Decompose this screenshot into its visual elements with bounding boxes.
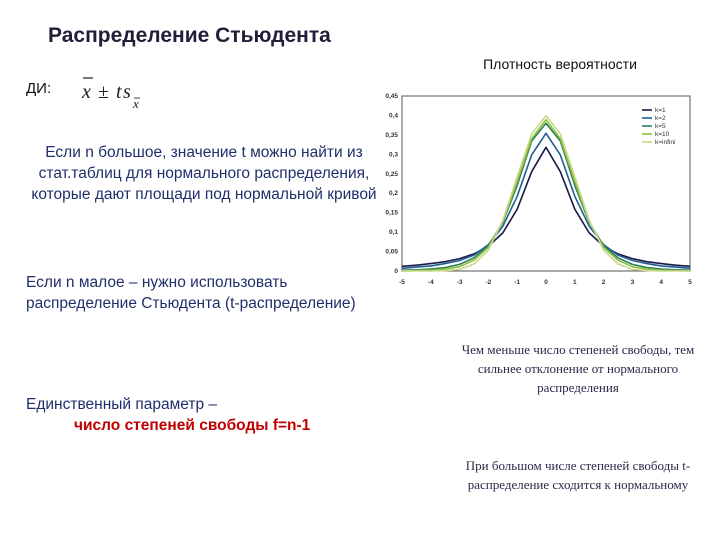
legend-label: k=1 xyxy=(655,107,666,115)
chart-title: Плотность вероятности xyxy=(483,56,637,72)
legend-label: k=10 xyxy=(655,131,670,139)
x-tick-label: 0 xyxy=(544,279,548,286)
x-tick-label: -2 xyxy=(485,279,492,286)
confidence-interval-formula xyxy=(80,72,170,112)
x-tick-label: -5 xyxy=(399,279,405,286)
paragraph-small-n: Если n малое – нужно использовать распределение Стьюдента (t-распределение) xyxy=(26,274,356,312)
parameter-text: Единственный параметр – xyxy=(26,396,218,413)
formula-s: s xyxy=(123,81,131,103)
legend-label: k=infini xyxy=(655,139,676,147)
paragraph-large-n: Если n большое, значение t можно найти из стат.таблиц для нормального распределения, которые дают площади под нормальной кривой xyxy=(31,144,377,203)
slide-title: Распределение Стьюдента xyxy=(48,24,331,47)
legend-label: k=5 xyxy=(655,123,666,131)
y-tick-label: 0,4 xyxy=(388,112,398,120)
y-tick-label: 0,35 xyxy=(385,131,398,139)
series-line-k=2 xyxy=(402,133,690,268)
y-tick-label: 0,25 xyxy=(385,170,398,178)
x-tick-label: 3 xyxy=(630,279,635,286)
ci-label: ДИ: xyxy=(26,80,52,97)
note-deviation: Чем меньше число степеней свободы, тем сильнее отклонение от нормального распределения xyxy=(461,342,695,395)
degrees-of-freedom-text: число степеней свободы f=n-1 xyxy=(74,417,311,434)
formula-sub: x xyxy=(133,96,139,111)
x-tick-label: 2 xyxy=(601,279,606,286)
series-line-k=infini xyxy=(402,116,690,271)
formula-t: t xyxy=(116,81,122,103)
y-tick-label: 0,1 xyxy=(388,229,398,237)
series-line-k=5 xyxy=(402,123,690,270)
x-tick-label: 5 xyxy=(688,279,692,286)
note-convergence: При большом числе степеней свободы t-распределение сходится к нормальному xyxy=(465,458,691,492)
y-tick-label: 0,45 xyxy=(385,93,398,100)
x-tick-label: -1 xyxy=(514,279,521,286)
y-tick-label: 0 xyxy=(394,268,398,275)
formula-pm: ± xyxy=(98,81,109,103)
y-tick-label: 0,05 xyxy=(385,248,398,256)
y-tick-label: 0,2 xyxy=(388,190,398,198)
y-tick-label: 0,15 xyxy=(385,209,398,217)
x-tick-label: 4 xyxy=(659,279,664,286)
formula-mean: x xyxy=(82,81,91,103)
legend-label: k=2 xyxy=(655,115,666,123)
paragraph-parameter xyxy=(26,394,356,436)
plot-frame xyxy=(402,96,690,271)
t-distribution-chart xyxy=(370,88,700,293)
x-tick-label: -4 xyxy=(427,279,434,286)
x-tick-label: 1 xyxy=(572,279,577,286)
series-line-k=1 xyxy=(402,147,690,266)
x-tick-label: -3 xyxy=(456,279,463,286)
y-tick-label: 0,3 xyxy=(388,151,398,159)
